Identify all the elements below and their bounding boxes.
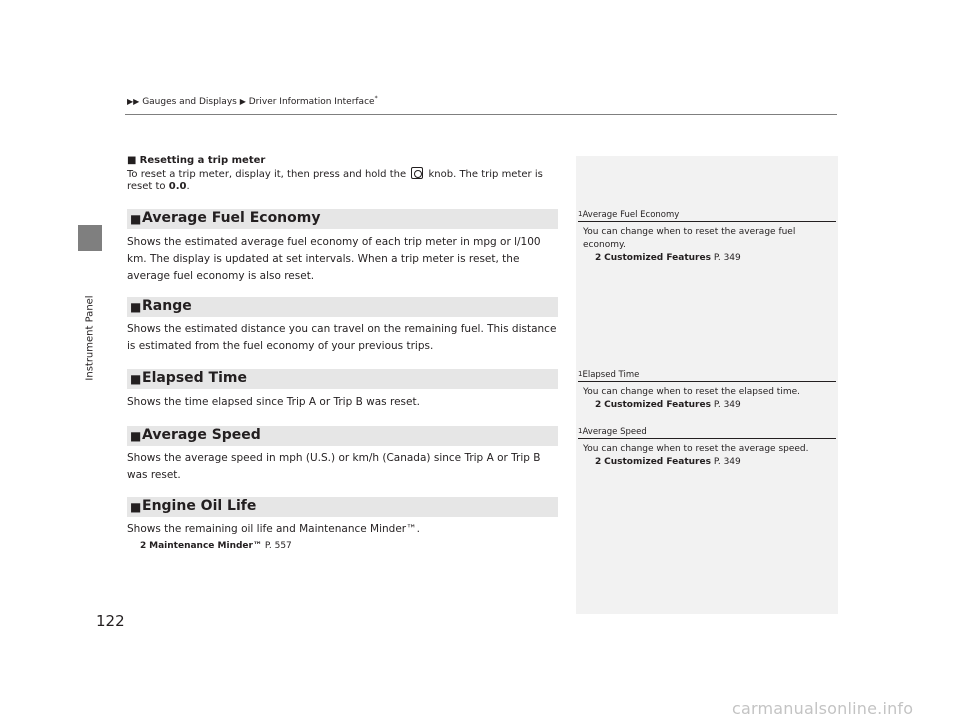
note-text: You can change when to reset the elapsed time. xyxy=(583,387,800,397)
note-marker-icon: 1 xyxy=(578,427,583,435)
reset-text-start: To reset a trip meter, display it, then press and hold the xyxy=(127,169,407,180)
section-title: Average Fuel Economy xyxy=(142,210,321,226)
section-marker-icon: ■ xyxy=(127,155,137,166)
note-marker-icon: 1 xyxy=(578,210,583,218)
reset-trip-meter-block xyxy=(127,155,557,193)
reset-title-text: Resetting a trip meter xyxy=(139,155,266,166)
note-text: You can change when to reset the average speed. xyxy=(583,444,809,454)
section-title: Engine Oil Life xyxy=(142,498,257,514)
xref-page: P. 349 xyxy=(713,253,741,263)
optional-feature-mark: * xyxy=(374,95,378,102)
xref-label: Customized Features xyxy=(604,400,711,410)
note-divider xyxy=(578,438,836,439)
section-title: Elapsed Time xyxy=(142,370,247,386)
xref-arrow-icon: 2 xyxy=(595,457,602,467)
section-marker-icon: ■ xyxy=(130,500,142,514)
reset-trip-meter-title xyxy=(127,155,557,167)
xref-label: Customized Features xyxy=(604,253,711,263)
xref-page: P. 557 xyxy=(264,541,292,551)
note-body-average-speed xyxy=(583,443,823,469)
section-header-range xyxy=(127,297,558,317)
xref-arrow-icon: 2 xyxy=(595,400,602,410)
xref-arrow-icon: 2 xyxy=(595,253,602,263)
breadcrumb-item-driver-info[interactable]: Driver Information Interface xyxy=(248,97,375,107)
note-title-text: Average Speed xyxy=(582,427,647,437)
note-divider xyxy=(578,221,836,222)
watermark: carmanualsonline.info xyxy=(732,699,914,718)
note-title-text: Elapsed Time xyxy=(582,370,640,380)
breadcrumb-item-gauges[interactable]: Gauges and Displays xyxy=(142,97,237,107)
note-title-elapsed-time xyxy=(578,370,639,380)
section-marker-icon: ■ xyxy=(130,300,142,314)
page-number: 122 xyxy=(96,612,125,630)
note-xref-customized-features[interactable] xyxy=(583,456,823,469)
note-body-elapsed-time xyxy=(583,386,823,412)
reset-text-period: . xyxy=(186,181,190,192)
reset-text-end: knob. The trip meter is reset to xyxy=(127,169,543,192)
notes-panel xyxy=(576,156,838,614)
section-header-average-speed xyxy=(127,426,558,446)
note-title-average-speed xyxy=(578,427,647,437)
xref-arrow-icon: 2 xyxy=(140,541,147,551)
xref-maintenance-minder[interactable] xyxy=(140,541,292,551)
section-body-average-speed: Shows the average speed in mph (U.S.) or km/h (Canada) since Trip A or Trip B was reset. xyxy=(127,452,541,481)
section-marker-icon: ■ xyxy=(130,372,142,386)
note-xref-customized-features[interactable] xyxy=(583,399,823,412)
section-title: Average Speed xyxy=(142,427,261,443)
breadcrumb-arrow-icon: ▶▶ xyxy=(127,97,140,106)
breadcrumb-arrow-icon: ▶ xyxy=(239,97,246,106)
header-divider xyxy=(125,114,837,115)
section-header-elapsed-time xyxy=(127,369,558,389)
note-text: You can change when to reset the average fuel economy. xyxy=(583,227,796,250)
xref-page: P. 349 xyxy=(713,457,741,467)
note-body-average-fuel-economy xyxy=(583,226,823,265)
section-header-engine-oil-life xyxy=(127,497,558,517)
section-marker-icon: ■ xyxy=(130,429,142,443)
reset-trip-meter-text xyxy=(127,167,557,193)
section-header-average-fuel-economy xyxy=(127,209,558,229)
selector-knob-icon xyxy=(411,167,423,179)
note-title-average-fuel-economy xyxy=(578,210,679,220)
xref-label: Customized Features xyxy=(604,457,711,467)
note-title-text: Average Fuel Economy xyxy=(582,210,680,220)
section-title: Range xyxy=(142,298,192,314)
note-xref-customized-features[interactable] xyxy=(583,252,823,265)
section-tab-marker xyxy=(78,225,102,251)
reset-value: 0.0 xyxy=(168,181,187,192)
section-body-engine-oil-life xyxy=(127,521,558,538)
section-marker-icon: ■ xyxy=(130,212,142,226)
note-divider xyxy=(578,381,836,382)
section-body-average-fuel-economy: Shows the estimated average fuel economy of each trip meter in mpg or l/100 km. The display is updated at set intervals. When a trip meter is reset, the average fuel economy is also reset. xyxy=(127,236,541,282)
note-marker-icon: 1 xyxy=(578,370,583,378)
section-body-elapsed-time: Shows the time elapsed since Trip A or Trip B was reset. xyxy=(127,396,420,408)
engine-oil-life-text: Shows the remaining oil life and Maintenance Minder™. xyxy=(127,523,420,535)
xref-page: P. 349 xyxy=(713,400,741,410)
breadcrumb xyxy=(127,95,378,107)
side-chapter-label: Instrument Panel xyxy=(84,295,96,381)
xref-label: Maintenance Minder™ xyxy=(149,541,262,551)
section-body-range: Shows the estimated distance you can travel on the remaining fuel. This distance is estimated from the fuel economy of your previous trips. xyxy=(127,323,557,352)
